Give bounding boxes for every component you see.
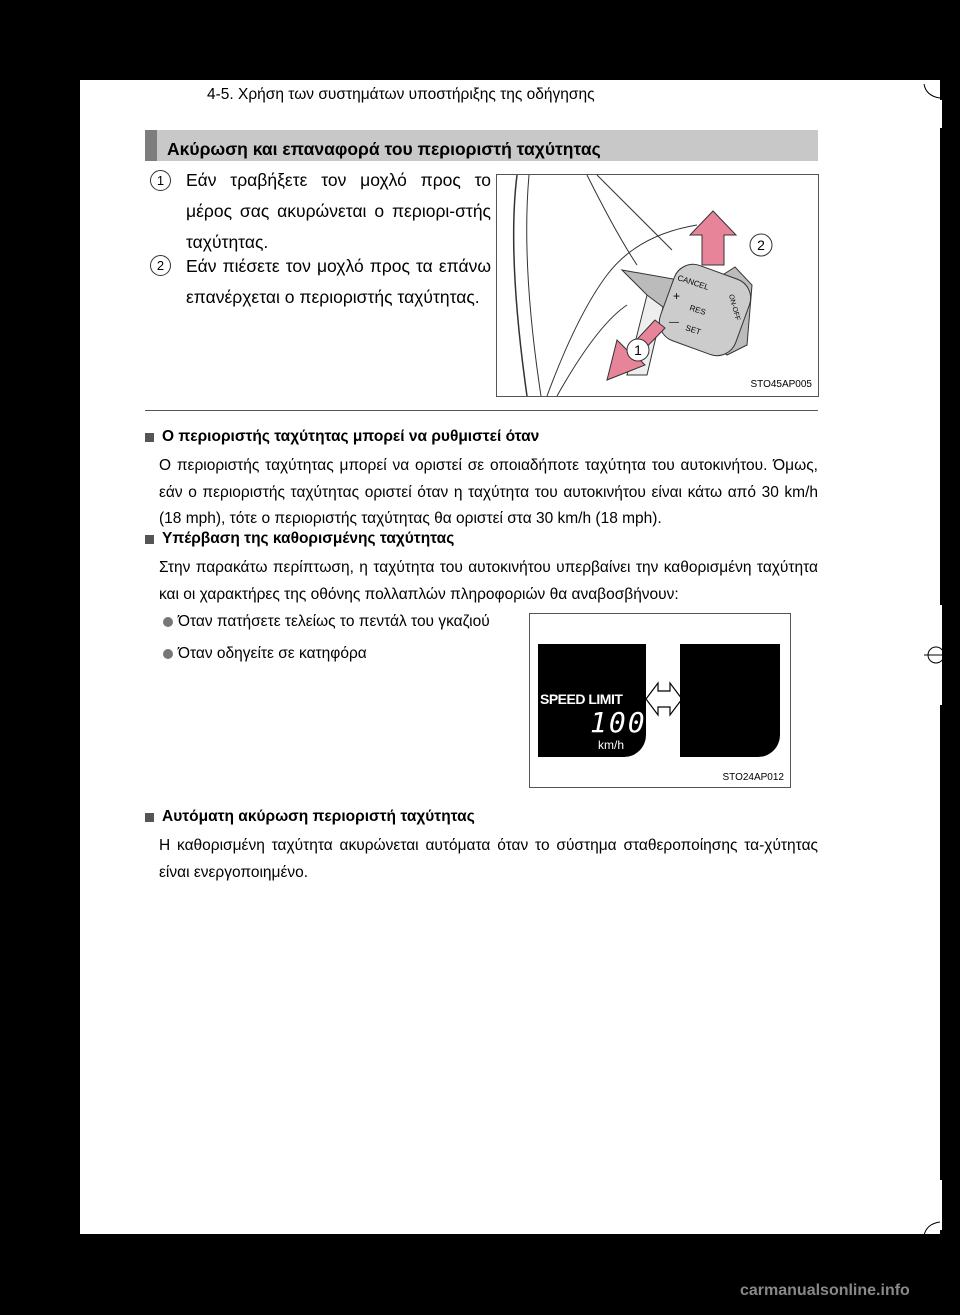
speed-unit: km/h — [598, 738, 625, 752]
speed-limit-value: 100 — [590, 706, 647, 739]
plus-label: + — [673, 289, 681, 303]
page-title: Ακύρωση και επαναφορά του περιοριστή ταχύτητας — [145, 130, 818, 161]
cancel-label: CANCEL — [676, 273, 711, 292]
info-section — [145, 808, 818, 886]
section-body: Ο περιοριστής ταχύτητας μπορεί να οριστεί σε οποιαδήποτε ταχύτητα του αυτοκινήτου. Όμως, εάν ο περιοριστής ταχύτητας οριστεί όταν η ταχύτητα του αυτοκινήτου είναι κάτω από 30 km/h (18 mph), τότε ο περιοριστής ταχύτητας θα οριστεί στα 30 km/h (18 mph). — [159, 457, 818, 527]
section-body: Η καθορισμένη ταχύτητα ακυρώνεται αυτόματα όταν το σύστημα σταθεροποίησης τα-χύτητας είναι ενεργοποιημένο. — [159, 837, 818, 881]
crop-mark — [922, 640, 942, 670]
figure-code: STO45AP005 — [750, 379, 812, 390]
display-illustration — [529, 613, 791, 788]
display-screen-on — [538, 644, 646, 757]
step-text: Εάν τραβήξετε τον μοχλό προς το μέρος σας ακυρώνεται ο περιορι-στής ταχύτητας. — [186, 170, 491, 252]
step-text: Εάν πιέσετε τον μοχλό προς τα επάνω επανέρχεται ο περιοριστής ταχύτητας. — [186, 256, 491, 307]
double-arrow-icon — [644, 679, 684, 719]
onoff-label: ON-OFF — [727, 293, 741, 322]
set-label: SET — [684, 323, 702, 337]
list-item: Όταν πατήσετε τελείως το πεντάλ του γκαζιού — [163, 613, 490, 631]
speed-limit-label: SPEED LIMIT — [540, 691, 623, 707]
info-section — [145, 530, 818, 608]
step-number: 1 — [150, 170, 171, 191]
watermark: carmanualsonline.info — [740, 1282, 910, 1299]
section-body: Στην παρακάτω περίπτωση, η ταχύτητα του αυτοκινήτου υπερβαίνει την καθορισμένη ταχύτητα και οι χαρακτήρες της οθόνης πολλαπλών πληροφοριών θα αναβοσβήνουν: — [159, 559, 818, 603]
round-bullet-icon — [163, 649, 173, 659]
section-header: 4-5. Χρήση των συστημάτων υποστήριξης της οδήγησης — [207, 86, 595, 103]
round-bullet-icon — [163, 617, 173, 627]
square-bullet-icon — [145, 813, 154, 822]
section-title: Αυτόματη ακύρωση περιοριστή ταχύτητας — [162, 808, 475, 825]
crop-mark — [922, 1218, 942, 1238]
section-title: Ο περιοριστής ταχύτητας μπορεί να ρυθμιστεί όταν — [162, 428, 540, 445]
edge-tab — [938, 100, 942, 128]
info-section — [145, 428, 818, 533]
display-screen-off — [680, 644, 780, 757]
lever-illustration — [496, 174, 819, 397]
res-label: RES — [688, 303, 707, 317]
callout-2: 2 — [757, 237, 765, 253]
section-title: Υπέρβαση της καθορισμένης ταχύτητας — [162, 530, 455, 547]
step-number: 2 — [150, 255, 171, 276]
crop-mark — [922, 82, 942, 102]
list-item: Όταν οδηγείτε σε κατηφόρα — [163, 645, 367, 663]
minus-label: — — [669, 317, 679, 328]
callout-1: 1 — [634, 342, 642, 358]
divider — [145, 410, 818, 411]
figure-code: STO24AP012 — [722, 772, 784, 783]
square-bullet-icon — [145, 433, 154, 442]
lever-drawing — [497, 175, 818, 396]
square-bullet-icon — [145, 535, 154, 544]
